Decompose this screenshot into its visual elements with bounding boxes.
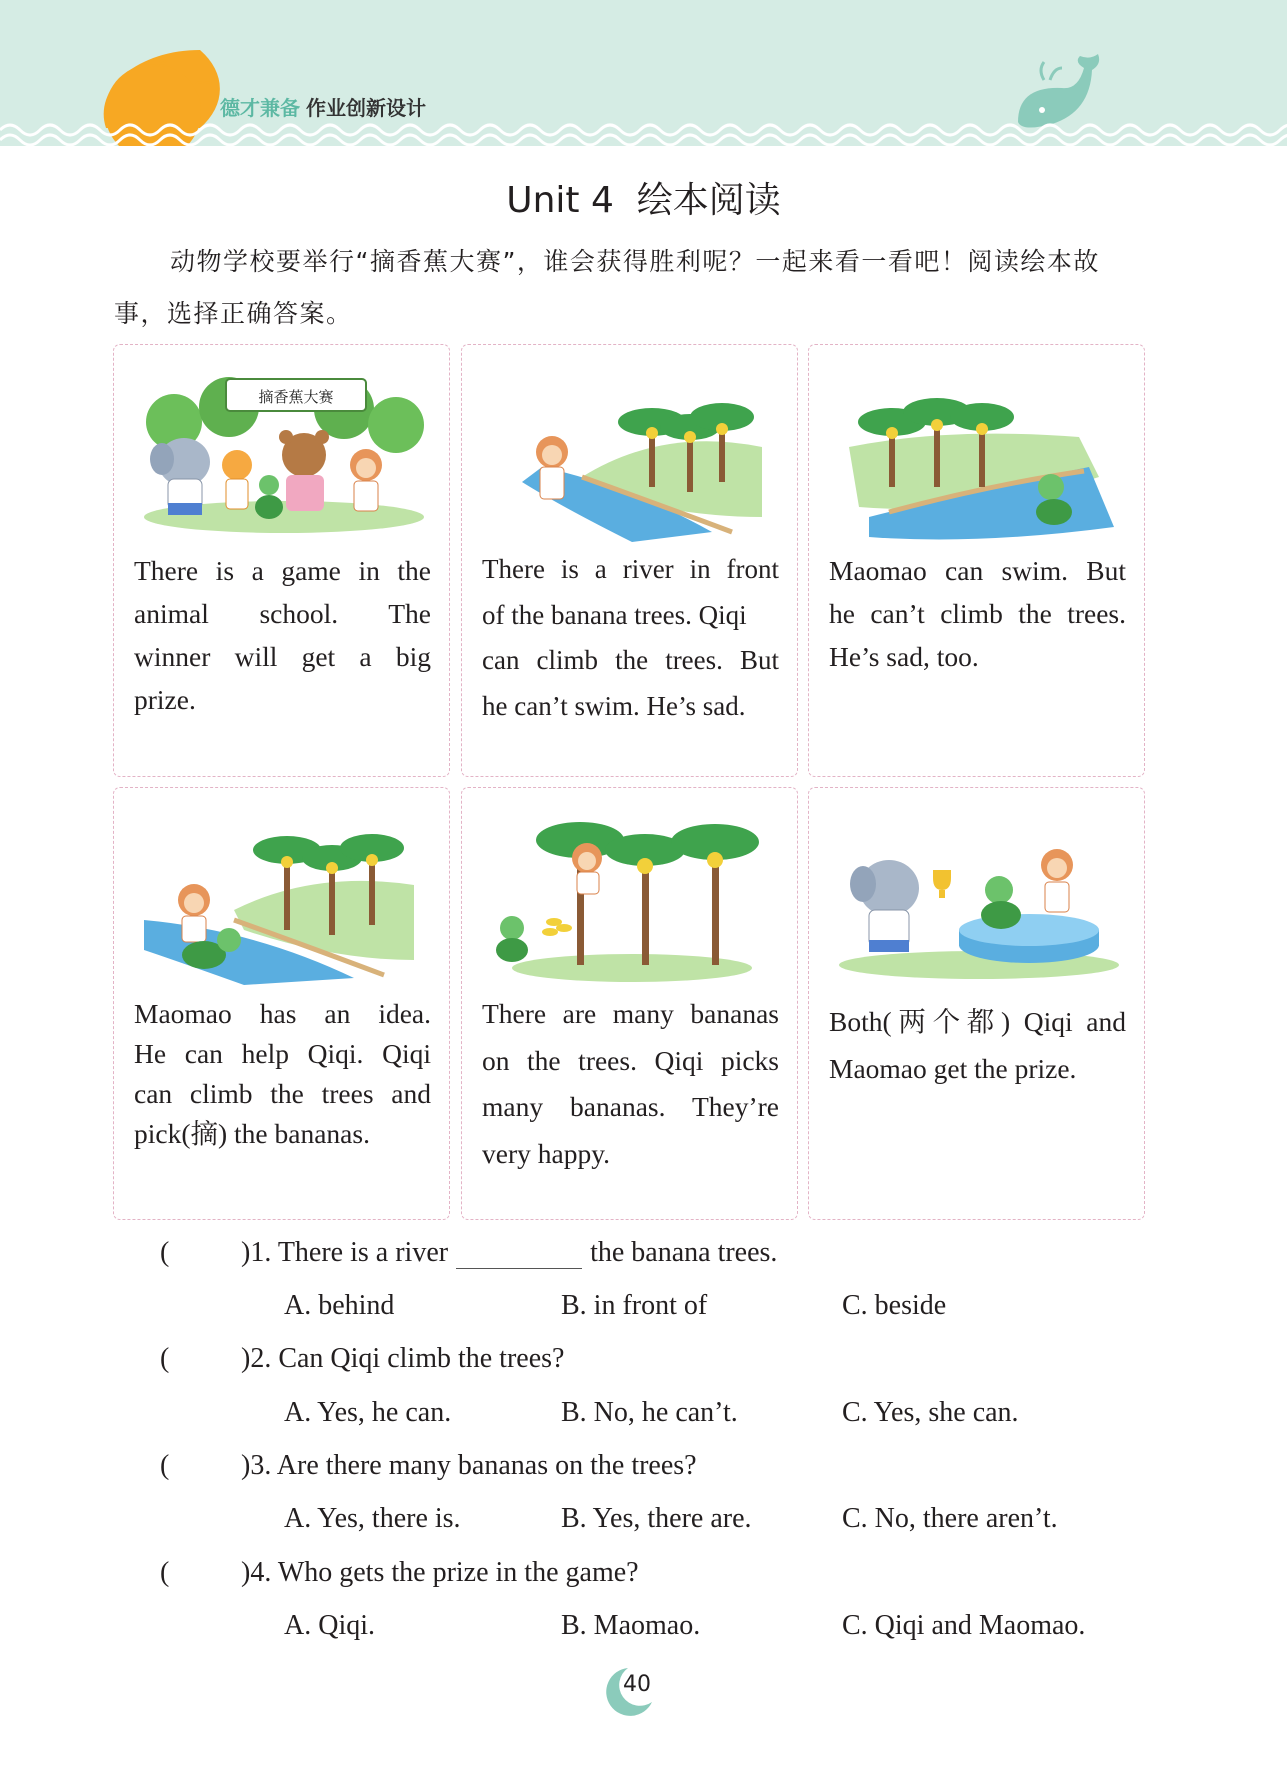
text-line: animal school. The: [134, 598, 431, 629]
question-stem: [241, 1450, 697, 1482]
story-panel-1: [113, 344, 450, 777]
question-text: There is a river: [277, 1237, 449, 1268]
turtle-icon: [981, 876, 1021, 929]
answer-paren[interactable]: (: [160, 1557, 170, 1588]
option-b[interactable]: B. in front of: [561, 1290, 708, 1321]
banana-pile-icon: [542, 918, 572, 936]
option-a[interactable]: A. Yes, he can.: [284, 1397, 452, 1428]
panel-4-text: [134, 994, 431, 1154]
text-line: He’s sad, too.: [829, 641, 979, 672]
elephant-icon: [850, 860, 919, 952]
brand-green-text: 德才兼备: [220, 96, 300, 120]
text-line: of the banana trees. Qiqi: [482, 599, 747, 630]
palm-trees-icon: [536, 822, 759, 965]
option-c[interactable]: C. No, there aren’t.: [842, 1503, 1058, 1534]
text-line: on the trees. Qiqi picks: [482, 1044, 779, 1076]
option-a[interactable]: A. Qiqi.: [284, 1610, 375, 1641]
text-line: Maomao get the prize.: [829, 1053, 1077, 1084]
option-a[interactable]: A. Yes, there is.: [284, 1503, 461, 1534]
brand-title: [220, 92, 426, 121]
bear-icon: [279, 430, 329, 511]
question-number: )2.: [241, 1343, 272, 1374]
monkey-icon: [178, 884, 210, 942]
text-line: Maomao has an idea.: [134, 998, 431, 1029]
elephant-icon: [150, 438, 210, 515]
question-number: )3.: [241, 1450, 272, 1481]
panel-6-text: [829, 998, 1126, 1092]
whale-icon: [1018, 54, 1099, 128]
text-line: he can’t swim. He’s sad.: [482, 690, 746, 721]
text-line: He can help Qiqi. Qiqi: [134, 1038, 431, 1069]
panel-1-illustration: [134, 367, 431, 542]
fill-blank[interactable]: [456, 1241, 582, 1269]
monkey-icon: [350, 449, 382, 511]
text-line: Both(两个都) Qiqi and: [829, 1006, 1126, 1037]
text-line: winner will get a big: [134, 641, 431, 672]
turtle-icon: [255, 475, 283, 519]
answer-paren[interactable]: (: [160, 1450, 170, 1481]
brand-dark-text: 作业创新设计: [306, 96, 426, 120]
story-panel-3: [808, 344, 1145, 777]
text-line: many bananas. They’re: [482, 1091, 779, 1122]
answer-paren[interactable]: (: [160, 1343, 170, 1374]
panel-6-illustration: [829, 810, 1126, 985]
monkey-icon: [1041, 849, 1073, 912]
panel-3-illustration: [829, 367, 1126, 542]
text-line: prize.: [134, 684, 196, 715]
text-line: very happy.: [482, 1137, 611, 1169]
contest-banner-text: 摘香蕉大赛: [258, 388, 334, 406]
header-decoration: [0, 0, 1287, 150]
monkey-icon: [572, 843, 602, 894]
question-text: the banana trees.: [590, 1237, 778, 1268]
story-panel-5: [461, 787, 798, 1220]
question-number: )1.: [241, 1237, 272, 1268]
answer-paren[interactable]: (: [160, 1237, 170, 1268]
question-stem: [241, 1343, 564, 1375]
question-text: Can Qiqi climb the trees?: [278, 1343, 565, 1374]
option-c[interactable]: C. Qiqi and Maomao.: [842, 1610, 1086, 1641]
header-band: [0, 0, 1287, 150]
text-line: he can’t climb the trees.: [829, 598, 1126, 629]
panel-2-illustration: [482, 367, 779, 542]
intro-paragraph: 动物学校要举行“摘香蕉大赛”，谁会获得胜利呢？一起来看一看吧！阅读绘本故事，选择正确答案。: [114, 247, 1100, 328]
question-stem: [241, 1237, 777, 1269]
text-line: can climb the trees and: [134, 1078, 431, 1109]
option-a[interactable]: A. behind: [284, 1290, 395, 1321]
unit-title: Unit 4 绘本阅读: [506, 180, 781, 221]
story-panel-6: [808, 787, 1145, 1220]
panel-3-text: [829, 549, 1126, 678]
pool-icon: [959, 914, 1099, 963]
option-b[interactable]: B. Maomao.: [561, 1610, 701, 1641]
trophy-icon: [933, 870, 951, 898]
story-panel-2: [461, 344, 798, 777]
text-line: There is a river in front: [482, 554, 779, 584]
panel-5-text: [482, 991, 779, 1177]
option-c[interactable]: C. beside: [842, 1290, 947, 1321]
option-b[interactable]: B. No, he can’t.: [561, 1397, 738, 1428]
monkey-icon: [536, 436, 568, 499]
page-number: 40: [623, 1672, 651, 1697]
panel-5-illustration: [482, 810, 779, 985]
option-c[interactable]: C. Yes, she can.: [842, 1397, 1019, 1428]
panel-4-illustration: [134, 810, 431, 985]
option-b[interactable]: B. Yes, there are.: [561, 1503, 752, 1534]
panel-1-text: [134, 549, 431, 721]
text-line: There are many bananas: [482, 998, 779, 1029]
question-stem: [241, 1557, 639, 1589]
tiger-icon: [222, 450, 252, 509]
panel-2-text: [482, 547, 779, 729]
question-text: Are there many bananas on the trees?: [276, 1450, 697, 1481]
turtle-icon: [496, 916, 528, 962]
text-line: Maomao can swim. But: [829, 555, 1126, 586]
story-panel-4: [113, 787, 450, 1220]
question-number: )4.: [241, 1557, 272, 1588]
text-line: There is a game in the: [134, 555, 431, 586]
question-text: Who gets the prize in the game?: [277, 1557, 639, 1588]
text-line: can climb the trees. But: [482, 645, 779, 675]
text-line: pick(摘) the bananas.: [134, 1118, 370, 1149]
